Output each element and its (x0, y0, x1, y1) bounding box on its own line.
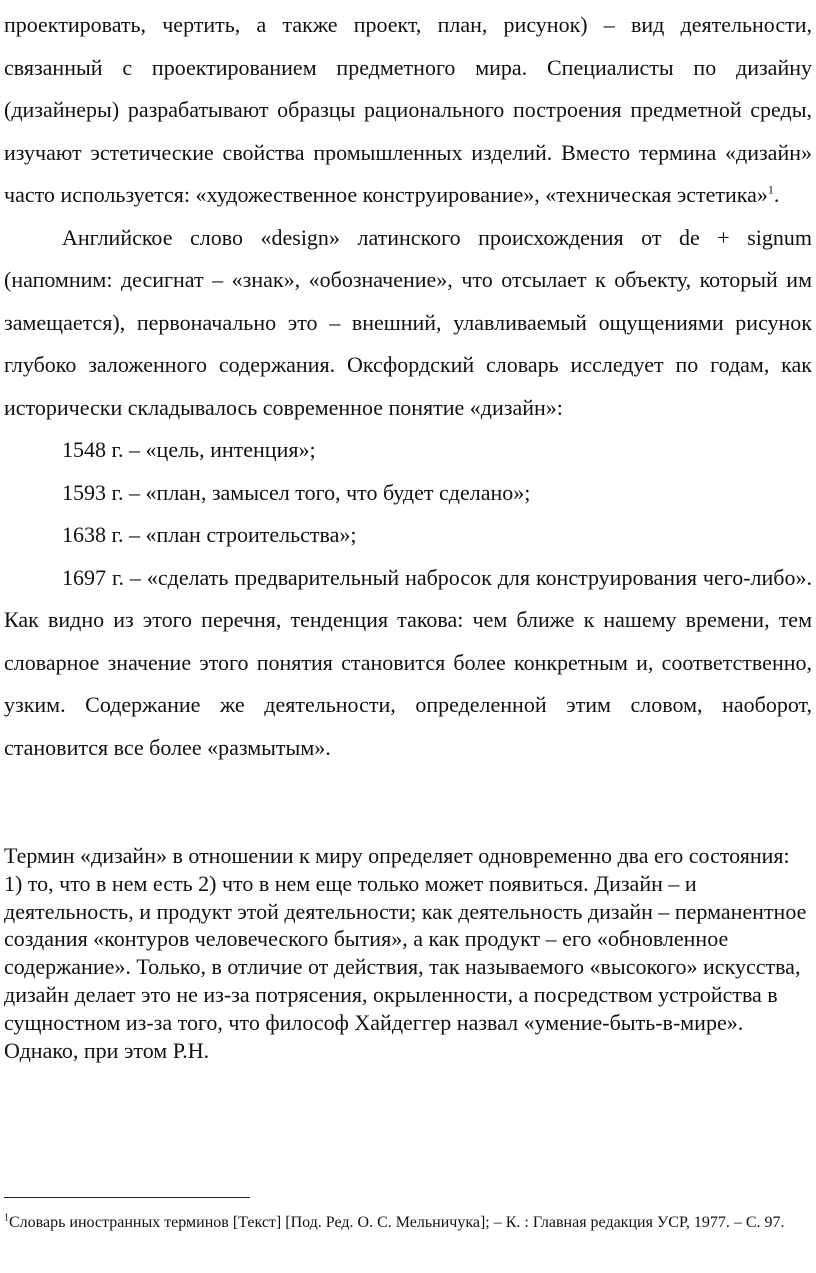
paragraph-term-design: Термин «дизайн» в отношении к миру определяет одновременно два его состояния: 1) то, что в нем есть 2) что в нем еще только может появиться. Дизайн – и деятельность, и продукт этой деятельности; как деятельность дизайн – перманентное создания «контуров человеческого бытия», а как продукт – его «обновленное содержание». Только, в отличие от действия, так называемого «высокого» искусства, дизайн делает это не из-за потрясения, окрыленности, а посредством устройства в сущностном из-за того, что философ Хайдеггер назвал «умение-быть-в-мире». Однако, при этом Р.Н. (4, 843, 807, 1063)
paragraph-etymology: Английское слово «design» латинского происхождения от de + signum (напомним: десигнат – «знак», «обозначение», что отсылает к объекту, который им замещается), первоначально это – внешний, улавливаемый ощущениями рисунок глубоко заложенного содержания. Оксфордский словарь исследует по годам, как исторически складывалось современное понятие «дизайн»: (4, 224, 812, 420)
footnote-text: Словарь иностранных терминов [Текст] [Под. Ред. О. С. Мельничука]; – К. : Главная редакция УСР, 1977. – С. 97. (9, 1214, 785, 1231)
paragraph-design-definition: проектировать, чертить, а также проект, план, рисунок) – вид деятельности, связанный с проектированием предметного мира. Специалисты по дизайну (дизайнеры) разрабатывают образцы рационального построения предметной среды, изучают эстетические свойства промышленных изделий. Вместо термина «дизайн» часто используется: «художественное конструирование», «техническая эстетика»$^1$. (4, 12, 812, 207)
main-text (4, 4, 812, 769)
list-item: 1548 г. – «цель, интенция»; (62, 437, 316, 462)
footnote (4, 1208, 812, 1238)
footnote-reference[interactable]: 1 (767, 182, 774, 197)
list-item: 1697 г. – «сделать предварительный набросок для конструирования чего-либо». Как видно из этого перечня, тенденция такова: чем ближе к нашему времени, тем словарное значение этого понятия становится более конкретным и, соответственно, узким. Содержание же деятельности, определенной этим словом, наоборот, становится все более «размытым». (4, 564, 812, 760)
footnote-divider (4, 1197, 250, 1198)
list-item: 1638 г. – «план строительства»; (62, 522, 357, 547)
list-item: 1593 г. – «план, замысел того, что будет сделано»; (62, 479, 531, 505)
footnote-mark: 1 (4, 1212, 9, 1224)
